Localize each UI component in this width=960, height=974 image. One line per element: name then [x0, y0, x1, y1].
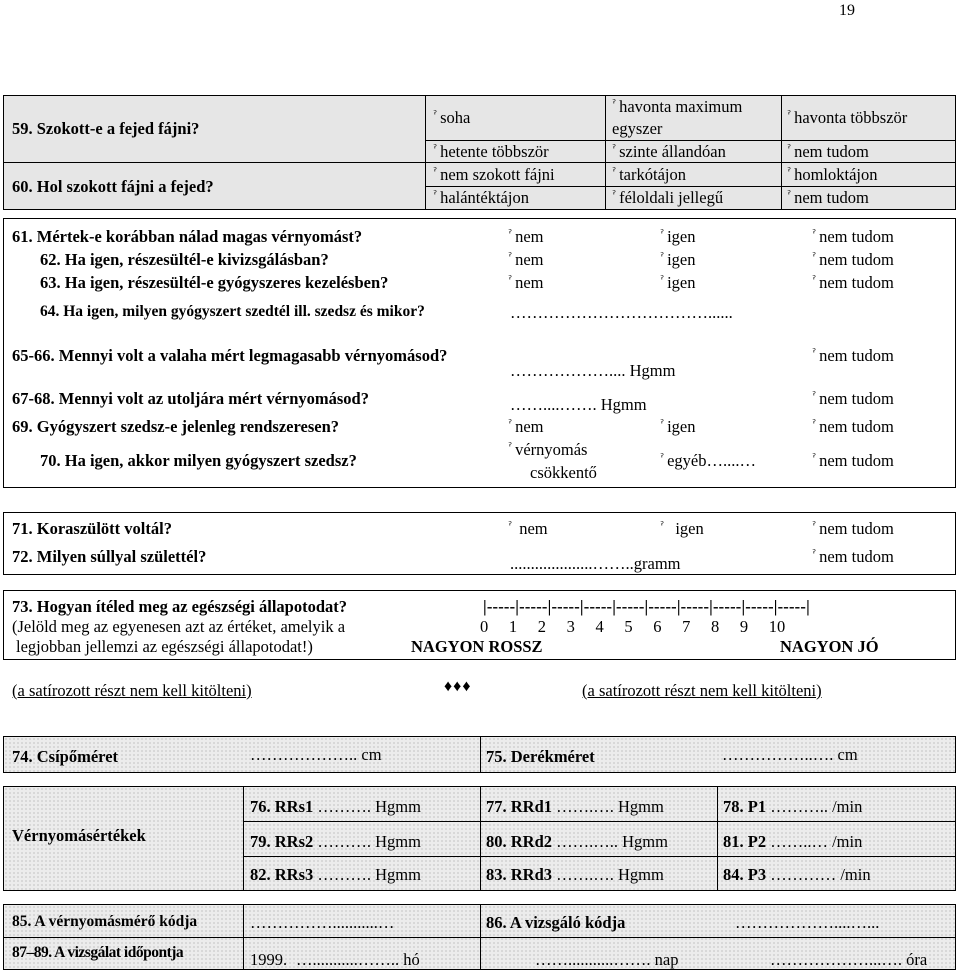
checkbox-icon: ˀ — [812, 346, 817, 359]
q62-opt-nem[interactable]: $^ˀ$ nem — [508, 250, 544, 269]
q69-opt-nemtudom[interactable]: $^ˀ$ nem tudom — [812, 417, 894, 436]
q65-label: 65-66. Mennyi volt a valaha mért legmagasabb vérnyomásod? — [12, 346, 448, 365]
checkbox-icon: ˀ — [508, 440, 513, 453]
q60-opt-1[interactable]: $^ˀ$ tarkótájon — [612, 165, 686, 184]
q72-label: 72. Milyen súllyal születtél? — [12, 547, 207, 566]
q71-opt-nemtudom[interactable]: $^ˀ$ nem tudom — [812, 519, 894, 538]
scale-left-label: NAGYON ROSSZ — [411, 637, 543, 656]
q72-opt-nemtudom[interactable]: $^ˀ$ nem tudom — [812, 547, 894, 566]
q63-label: 63. Ha igen, részesültél-e gyógyszeres kezelésben? — [40, 273, 389, 292]
bp-title: Vérnyomásértékek — [12, 826, 146, 845]
checkbox-icon: ˀ — [612, 142, 617, 155]
checkbox-icon: ˀ — [508, 250, 513, 263]
q63-opt-igen[interactable]: $^ˀ$ igen — [660, 273, 696, 292]
checkbox-icon: ˀ — [433, 188, 438, 201]
q60-opt-5[interactable]: $^ˀ$ nem tudom — [787, 188, 869, 207]
checkbox-icon: ˀ — [812, 273, 817, 286]
q86-blank: ………………....…... — [735, 913, 880, 932]
q71-label: 71. Koraszülött voltál? — [12, 519, 172, 538]
page-number: 19 — [839, 2, 855, 19]
checkbox-icon: ˀ — [433, 165, 438, 178]
checkbox-icon: ˀ — [660, 417, 665, 430]
checkbox-icon: ˀ — [787, 108, 792, 121]
q75-blank: ……………..…. cm — [722, 745, 858, 764]
checkbox-icon: ˀ — [508, 273, 513, 286]
checkbox-icon: ˀ — [508, 227, 513, 240]
q60-opt-0[interactable]: $^ˀ$ nem szokott fájni — [433, 165, 555, 184]
q62-opt-igen[interactable]: $^ˀ$ igen — [660, 250, 696, 269]
q65-blank[interactable]: ……………….... Hgmm — [510, 361, 676, 380]
checkbox-icon: ˀ — [812, 389, 817, 402]
q71-opt-nem[interactable]: $^ˀ$ nem — [508, 519, 548, 538]
note-left: (a satírozott részt nem kell kitölteni) — [12, 681, 252, 700]
checkbox-icon: ˀ — [660, 273, 665, 286]
q59-opt-soha[interactable]: $^ˀ$ soha — [433, 108, 471, 127]
scale-numbers: 0 1 2 3 4 5 6 7 8 9 10 — [480, 617, 786, 636]
q65-opt-nemtudom[interactable]: $^ˀ$ nem tudom — [812, 346, 894, 365]
checkbox-icon: ˀ — [660, 250, 665, 263]
checkbox-icon: ˀ — [812, 547, 817, 560]
q70-opt-nemtudom[interactable]: $^ˀ$ nem tudom — [812, 451, 894, 470]
q87-label: 87–89. A vizsgálat időpontja — [12, 944, 184, 961]
q87-year: 1999. — [250, 950, 288, 969]
q73-label: 73. Hogyan ítéled meg az egészségi állapotodat? — [12, 597, 347, 616]
checkbox-icon: ˀ — [508, 417, 513, 430]
bp-row-2b: 80. RRd2 …….….. Hgmm — [486, 832, 668, 851]
q60-label: 60. Hol szokott fájni a fejed? — [12, 177, 214, 196]
q64-label: 64. Ha igen, milyen gyógyszert szedtél ill. szedsz és mikor? — [40, 303, 425, 320]
bp-row-2: 79. RRs2 ………. Hgmm — [250, 832, 421, 851]
q61-opt-nemtudom[interactable]: $^ˀ$ nem tudom — [812, 227, 894, 246]
q67-blank[interactable]: ……....……. Hgmm — [510, 395, 647, 414]
q70-opt-vernyomas[interactable]: $^ˀ$ vérnyomás csökkentő — [508, 440, 597, 482]
checkbox-icon: ˀ — [612, 188, 617, 201]
bp-row-3c: 84. P3 ………… /min — [723, 865, 871, 884]
q59-opt-havonta-tobb[interactable]: $^ˀ$ havonta többször — [787, 108, 908, 127]
q59-opt-hetente[interactable]: $^ˀ$ hetente többször — [433, 142, 549, 161]
bp-row-3: 82. RRs3 ………. Hgmm — [250, 865, 421, 884]
bp-row-2c: 81. P2 ……..… /min — [723, 832, 863, 851]
q59-opt-havonta-max[interactable]: $^ˀ$ havonta maximum egyszer — [612, 97, 743, 138]
checkbox-icon: ˀ — [787, 142, 792, 155]
q69-opt-nem[interactable]: $^ˀ$ nem — [508, 417, 544, 436]
q87-nap: ……...........……. nap — [535, 950, 679, 969]
checkbox-icon: ˀ — [433, 142, 438, 155]
note-right: (a satírozott részt nem kell kitölteni) — [582, 681, 822, 700]
q59-opt-szinte[interactable]: $^ˀ$ szinte állandóan — [612, 142, 726, 161]
q69-opt-igen[interactable]: $^ˀ$ igen — [660, 417, 696, 436]
q67-opt-nemtudom[interactable]: $^ˀ$ nem tudom — [812, 389, 894, 408]
q86-label: 86. A vizsgáló kódja — [486, 913, 626, 932]
checkbox-icon: ˀ — [787, 188, 792, 201]
checkbox-icon: ˀ — [612, 97, 617, 110]
q59-opt-nemtudom[interactable]: $^ˀ$ nem tudom — [787, 142, 869, 161]
arrow-icon: ♦♦♦ — [444, 678, 472, 695]
q64-blank[interactable]: ………………………………...... — [510, 303, 733, 322]
bp-row-1b: 77. RRd1 …….…. Hgmm — [486, 797, 664, 816]
bp-row-1: 76. RRs1 ………. Hgmm — [250, 797, 421, 816]
q60-opt-4[interactable]: $^ˀ$ féloldali jellegű — [612, 188, 724, 207]
checkbox-icon: ˀ — [508, 519, 513, 532]
checkbox-icon: ˀ — [660, 451, 665, 464]
q85-blank: ……………...........… — [250, 913, 395, 932]
q85-label: 85. A vérnyomásmérő kódja — [12, 913, 198, 930]
checkbox-icon: ˀ — [660, 227, 665, 240]
q69-label: 69. Gyógyszert szedsz-e jelenleg rendszeresen? — [12, 417, 340, 436]
checkbox-icon: ˀ — [812, 417, 817, 430]
q73-instruction-2: legjobban jellemzi az egészségi állapotodat!) — [16, 637, 313, 656]
q87-ho: …...........…….. hó — [296, 950, 420, 969]
q87-ora: ………………...…. óra — [770, 950, 928, 969]
q71-opt-igen[interactable]: $^ˀ$ igen — [660, 519, 704, 538]
q60-opt-3[interactable]: $^ˀ$ halántéktájon — [433, 188, 529, 207]
q67-label: 67-68. Mennyi volt az utoljára mért vérnyomásod? — [12, 389, 369, 408]
q62-opt-nemtudom[interactable]: $^ˀ$ nem tudom — [812, 250, 894, 269]
q74-blank: ……………….. cm — [250, 745, 382, 764]
checkbox-icon: ˀ — [812, 451, 817, 464]
q70-label: 70. Ha igen, akkor milyen gyógyszert szedsz? — [40, 451, 357, 470]
q72-blank[interactable]: ....................……..gramm — [510, 554, 681, 573]
q59-label: 59. Szokott-e a fejed fájni? — [12, 119, 200, 138]
bp-row-3b: 83. RRd3 …….…. Hgmm — [486, 865, 664, 884]
q62-label: 62. Ha igen, részesültél-e kivizsgálásban? — [40, 250, 329, 269]
q61-opt-nem[interactable]: $^ˀ$ nem — [508, 227, 544, 246]
bp-row-1c: 78. P1 ……….. /min — [723, 797, 863, 816]
q73-instruction-1: (Jelöld meg az egyenesen azt az értéket, amelyik a — [12, 617, 346, 636]
q63-opt-nemtudom[interactable]: $^ˀ$ nem tudom — [812, 273, 894, 292]
checkbox-icon: ˀ — [812, 250, 817, 263]
checkbox-icon: ˀ — [612, 165, 617, 178]
scale-bar[interactable]: |-----|-----|-----|-----|-----|-----|-----|-----|-----|-----| — [483, 597, 810, 616]
q63-opt-nem[interactable]: $^ˀ$ nem — [508, 273, 544, 292]
checkbox-icon: ˀ — [433, 108, 438, 121]
q70-opt-egyeb[interactable]: $^ˀ$ egyéb…....… — [660, 451, 756, 470]
scale-right-label: NAGYON JÓ — [780, 637, 879, 656]
q75-label: 75. Derékméret — [486, 747, 595, 766]
q61-opt-igen[interactable]: $^ˀ$ igen — [660, 227, 696, 246]
q61-label: 61. Mértek-e korábban nálad magas vérnyomást? — [12, 227, 363, 246]
q60-opt-2[interactable]: $^ˀ$ homloktájon — [787, 165, 878, 184]
checkbox-icon: ˀ — [660, 519, 665, 532]
checkbox-icon: ˀ — [787, 165, 792, 178]
q74-label: 74. Csípőméret — [12, 747, 119, 766]
checkbox-icon: ˀ — [812, 519, 817, 532]
checkbox-icon: ˀ — [812, 227, 817, 240]
